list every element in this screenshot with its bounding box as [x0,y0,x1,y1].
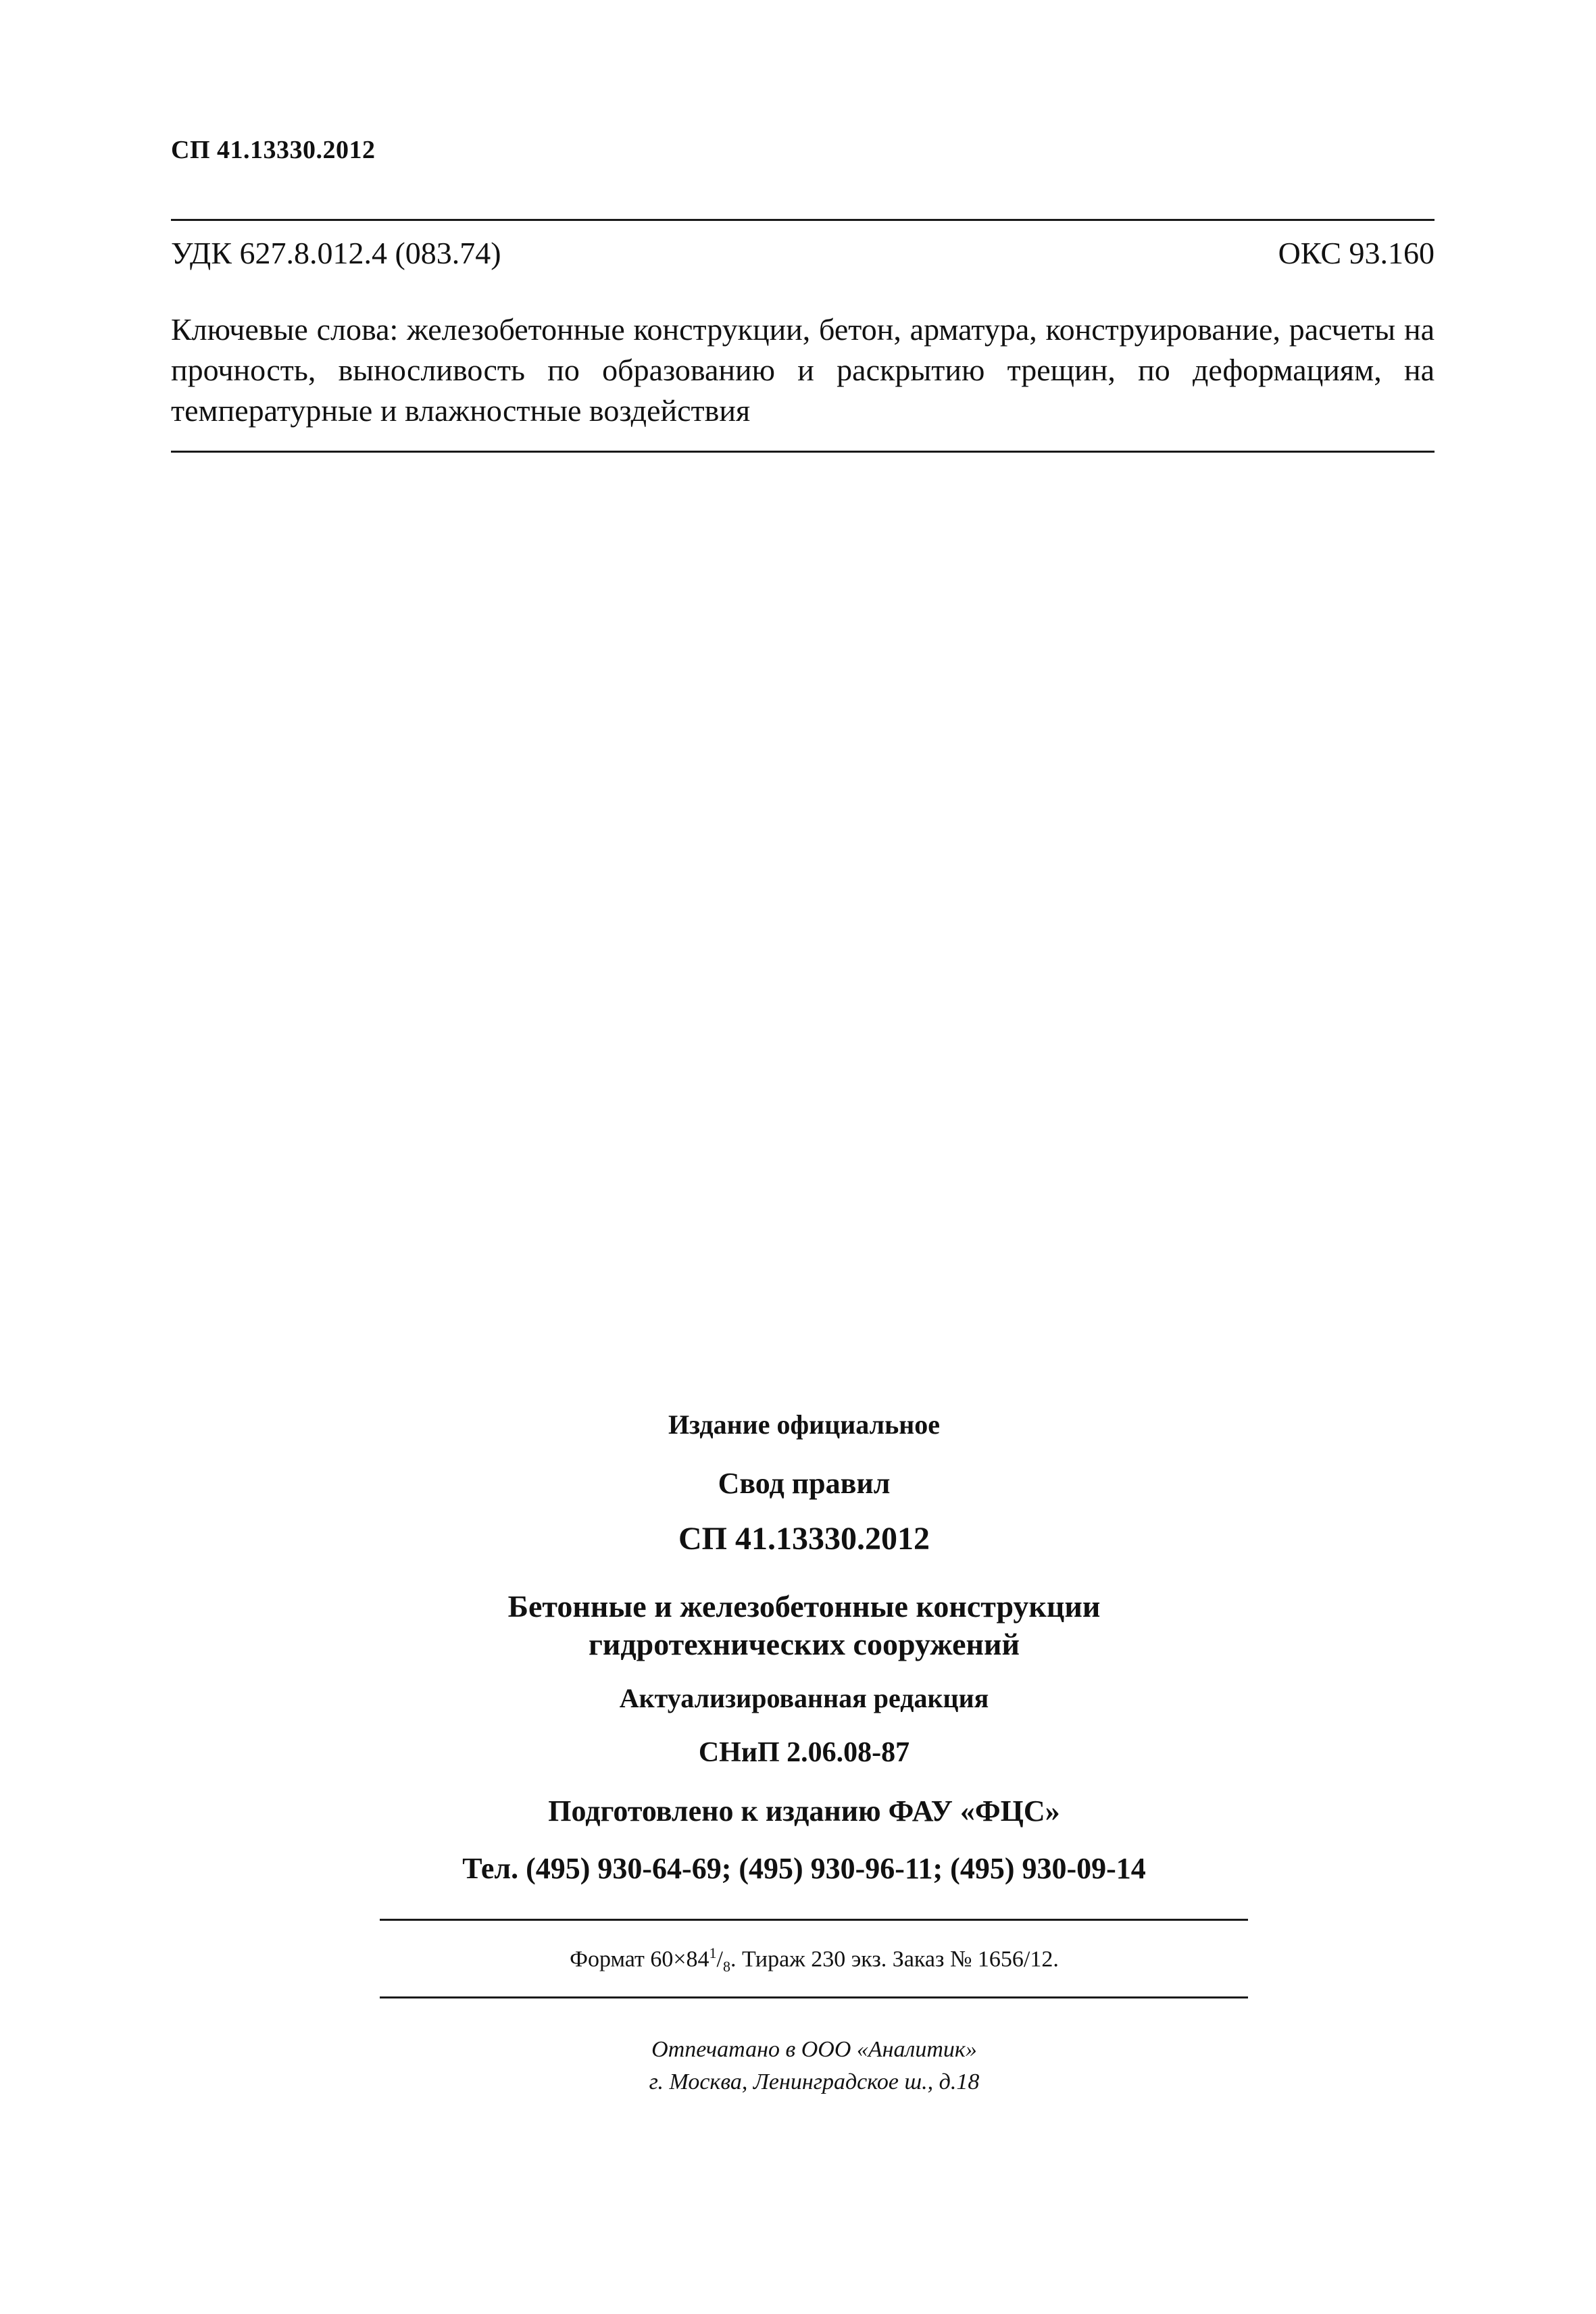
document-title-line-1: Бетонные и железобетонные конструкции [507,1589,1101,1624]
keywords-paragraph: Ключевые слова: железобетонные конструкции, бетон, арматура, конструирование, расчеты на прочность, выносливость по образованию и раскрытию трещин, по деформациям, на температурные и влажностные воздействия [171,312,1435,428]
print-format-line: Формат $60\times 84^1/_8$. Тираж 230 экз. Заказ № 1656/12. [570,1944,1059,1976]
printer-name: Отпечатано в ООО «Аналитик» [651,2037,977,2062]
document-title-line-2: гидротехнических сооружений [588,1627,1020,1661]
snip-code: СНиП 2.06.08-87 [698,1737,910,1768]
footer-divider-bottom [380,1996,1248,1998]
oks-code: ОКС 93.160 [1278,236,1435,270]
document-code-header: СП 41.13330.2012 [171,136,376,164]
format-suffix: . Тираж 230 экз. Заказ № 1656/12. [730,1946,1059,1972]
format-fraction-numerator: 1 [709,1944,717,1961]
format-prefix: Формат 60×84 [570,1946,709,1972]
format-fraction-denominator: 8 [723,1958,730,1976]
document-title [378,1588,1230,1663]
udc-code: УДК 627.8.012.4 (083.74) [171,236,501,270]
footer-divider-top [380,1919,1248,1921]
revision-label: Актуализированная редакция [619,1683,989,1713]
sp-code: СП 41.13330.2012 [678,1521,930,1557]
phone-numbers: Тел. (495) 930-64-69; (495) 930-96-11; (495) 930-09-14 [462,1852,1146,1885]
printer-info [378,2034,1250,2098]
prepared-by: Подготовлено к изданию ФАУ «ФЦС» [548,1794,1060,1828]
printer-address: г. Москва, Ленинградское ш., д.18 [649,2069,980,2094]
top-divider [171,219,1435,221]
edition-label: Издание официальное [668,1409,941,1440]
keywords-divider [171,451,1435,453]
code-of-rules-label: Свод правил [718,1467,891,1500]
